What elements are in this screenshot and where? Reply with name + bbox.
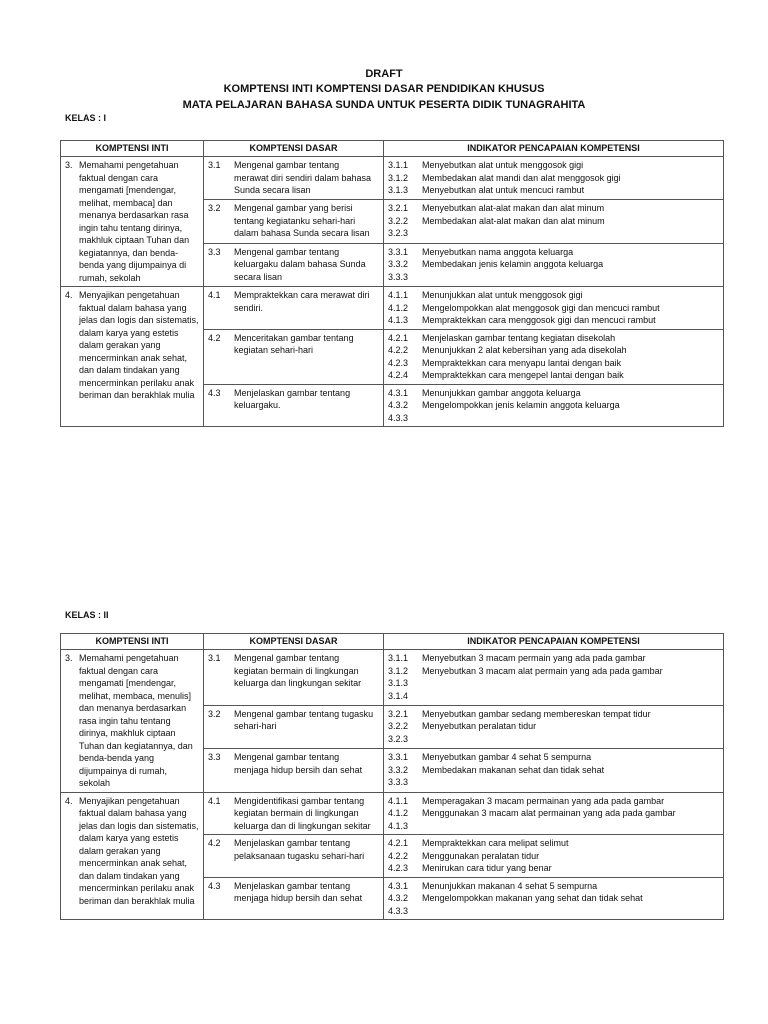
indikator-cell [384, 243, 724, 286]
kompetensi-dasar-cell [204, 835, 384, 878]
kd-text: Menjelaskan gambar tentang menjaga hidup bersih dan sehat [234, 880, 363, 903]
doc-title-draft: DRAFT [365, 68, 403, 80]
indicator-item [388, 344, 719, 357]
indicator-text: Menunjukkan 2 alat kebersihan yang ada disekolah [422, 345, 627, 355]
kd-number: 3.2 [208, 708, 221, 719]
indicator-text [422, 271, 719, 284]
indicator-item [388, 357, 719, 370]
indicator-text [422, 677, 719, 690]
kompetensi-dasar-cell [204, 287, 384, 330]
column-header: KOMPTENSI DASAR [204, 634, 384, 650]
kd-number: 4.1 [208, 795, 221, 806]
indicator-text: Menyebutkan peralatan tidur [422, 721, 537, 732]
indicator-number: 4.2.1 [388, 838, 409, 848]
ki-number: 3. [65, 653, 73, 663]
column-header: KOMPTENSI INTI [61, 634, 204, 650]
kompetensi-dasar-cell [204, 705, 384, 748]
indicator-text: Mempraktekkan cara menyapu lantai dengan baik [422, 357, 622, 368]
kelas-label-1: KELAS : I [65, 113, 107, 123]
indicator-text: Memperagakan 3 macam permainan yang ada pada gambar [422, 795, 665, 806]
indicator-text: Mengelompokkan makanan yang sehat dan tidak sehat [422, 893, 643, 903]
indikator-cell [384, 705, 724, 748]
indicator-text [422, 733, 719, 746]
table-row [61, 792, 724, 835]
indicator-number: 4.1.2 [388, 302, 409, 313]
indicator-item [388, 172, 719, 185]
indicator-text: Mengelompokkan alat menggosok gigi dan mencuci rambut [422, 302, 660, 313]
column-header: KOMPTENSI INTI [61, 141, 204, 157]
indicator-number: 4.3.2 [388, 893, 409, 903]
indicator-item [388, 215, 719, 228]
kompetensi-dasar-cell [204, 792, 384, 835]
indicator-number: 3.3.1 [388, 752, 409, 763]
indicator-item [388, 892, 719, 905]
competency-table-kelas-2 [60, 633, 724, 920]
kompetensi-dasar-cell [204, 243, 384, 286]
indicator-text: Mempraktekkan cara mengepel lantai dengan baik [422, 370, 624, 380]
kelas-label-2: KELAS : II [65, 610, 109, 620]
kd-number: 4.2 [208, 332, 221, 343]
indicator-number: 4.1.1 [388, 290, 409, 300]
indicator-text [422, 776, 719, 789]
indicator-number: 3.3.2 [388, 764, 409, 775]
indicator-number: 4.2.1 [388, 332, 409, 343]
indicator-item [388, 184, 719, 197]
indikator-cell [384, 877, 724, 920]
kompetensi-dasar-cell [204, 749, 384, 792]
indicator-number: 4.1.2 [388, 808, 409, 818]
kompetensi-dasar-cell [204, 384, 384, 427]
indicator-number: 4.2.4 [388, 370, 409, 380]
indicator-item [388, 665, 719, 678]
kd-text: Mengidentifikasi gambar tentang kegiatan bermain di lingkungan keluarga dan di lingkungan sekitar [234, 795, 371, 831]
indicator-item [388, 862, 719, 875]
indicator-number: 3.1.3 [388, 678, 409, 688]
kompetensi-dasar-cell [204, 650, 384, 706]
indicator-text: Mengelompokkan jenis kelamin anggota keluarga [422, 400, 620, 410]
indicator-number: 4.3.3 [388, 905, 409, 916]
doc-title-main: KOMPTENSI INTI KOMPTENSI DASAR PENDIDIKAN KHUSUS [223, 83, 545, 95]
indicator-item [388, 227, 719, 240]
kompetensi-inti-cell [61, 157, 204, 287]
indicator-number: 3.1.1 [388, 653, 409, 663]
ki-number: 3. [65, 160, 73, 170]
indicator-item [388, 652, 719, 665]
indicator-number: 4.2.2 [388, 345, 409, 355]
indicator-text: Menyebutkan 3 macam permain yang ada pada gambar [422, 653, 646, 663]
indicator-text: Menyebutkan gambar sedang membereskan tempat tidur [422, 708, 651, 719]
indicator-number: 4.1.1 [388, 795, 409, 806]
indicator-item [388, 271, 719, 284]
indicator-text [422, 820, 719, 833]
indicator-text: Mempraktekkan cara menggosok gigi dan mencuci rambut [422, 315, 656, 325]
indicator-text: Menyebutkan alat-alat makan dan alat minum [422, 203, 605, 214]
indicator-number: 3.1.1 [388, 160, 409, 170]
indicator-number: 3.2.1 [388, 203, 409, 214]
kd-number: 4.2 [208, 838, 221, 848]
indicator-text: Menunjukkan alat untuk menggosok gigi [422, 290, 583, 300]
indicator-item [388, 795, 719, 808]
indikator-cell [384, 835, 724, 878]
indikator-cell [384, 792, 724, 835]
indicator-text [422, 905, 719, 918]
kd-number: 4.3 [208, 387, 221, 398]
indicator-text: Membedakan alat mandi dan alat menggosok gigi [422, 172, 621, 183]
indicator-item [388, 302, 719, 315]
kd-number: 3.1 [208, 160, 221, 170]
indicator-text: Menjelaskan gambar tentang kegiatan disekolah [422, 332, 616, 343]
kd-number: 4.1 [208, 290, 221, 300]
kompetensi-dasar-cell [204, 329, 384, 384]
indicator-item [388, 332, 719, 345]
indikator-cell [384, 650, 724, 706]
indicator-text: Menyebutkan nama anggota keluarga [422, 246, 574, 257]
indicator-text: Menyebutkan alat untuk mencuci rambut [422, 185, 585, 195]
indicator-item [388, 880, 719, 893]
kd-text: Mengenal gambar tentang merawat diri sendiri dalam bahasa Sunda secara lisan [234, 160, 372, 195]
indicator-item [388, 412, 719, 425]
kd-text: Menceritakan gambar tentang kegiatan sehari-hari [234, 332, 354, 355]
kd-text: Mengenal gambar tentang keluargaku dalam bahasa Sunda secara lisan [234, 246, 366, 282]
kompetensi-dasar-cell [204, 200, 384, 243]
indicator-number: 4.1.3 [388, 315, 409, 325]
kompetensi-inti-cell [61, 287, 204, 427]
indicator-number: 4.3.3 [388, 412, 409, 423]
indicator-text: Menunjukkan gambar anggota keluarga [422, 387, 581, 398]
indicator-number: 3.3.3 [388, 777, 409, 788]
ki-number: 4. [65, 795, 73, 806]
indicator-text: Menyebutkan gambar 4 sehat 5 sempurna [422, 752, 592, 763]
indicator-number: 4.2.3 [388, 357, 409, 368]
indicator-item [388, 289, 719, 302]
kd-text: Mengenal gambar tentang menjaga hidup bersih dan sehat [234, 752, 363, 775]
indicator-number: 3.1.4 [388, 690, 409, 701]
kd-text: Menjelaskan gambar tentang pelaksanaan tugasku sehari-hari [234, 838, 365, 861]
ki-text: Memahami pengetahuan faktual dengan cara mengamati [mendengar, melihat, membaca] dan menanya berdasarkan rasa ingin tahu tentang dirinya, makhluk ciptaan Tuhan dan kegiatannya, dan benda-benda yang dijumpainya di rumah, sekolah [79, 160, 190, 283]
kd-number: 3.3 [208, 246, 221, 257]
indikator-cell [384, 384, 724, 427]
indicator-text: Mempraktekkan cara melipat selimut [422, 838, 569, 848]
ki-text: Menyajikan pengetahuan faktual dalam bahasa yang jelas dan logis dan sistematis, dalam karya yang estetis dalam gerakan yang mencerminkan anak sehat, dan dalam tindakan yang mencerminkan perilaku anak beriman dan berakhlak mulia [79, 290, 199, 400]
indikator-cell [384, 749, 724, 792]
indicator-number: 3.2.1 [388, 708, 409, 719]
indicator-item [388, 690, 719, 703]
indicator-item [388, 807, 719, 820]
indicator-text: Menggunakan 3 macam alat permainan yang ada pada gambar [422, 808, 676, 818]
indikator-cell [384, 287, 724, 330]
indicator-number: 4.2.3 [388, 863, 409, 873]
indicator-item [388, 399, 719, 412]
indicator-text: Menyebutkan alat untuk menggosok gigi [422, 160, 584, 170]
indicator-item [388, 764, 719, 777]
indicator-text: Menggunakan peralatan tidur [422, 850, 540, 861]
column-header: INDIKATOR PENCAPAIAN KOMPETENSI [384, 634, 724, 650]
kompetensi-inti-cell [61, 792, 204, 920]
indicator-number: 3.2.3 [388, 228, 409, 239]
indicator-number: 4.1.3 [388, 820, 409, 831]
indicator-text: Membedakan jenis kelamin anggota keluarga [422, 259, 604, 270]
indicator-number: 4.3.2 [388, 400, 409, 410]
kd-number: 3.2 [208, 203, 221, 214]
kompetensi-inti-cell [61, 650, 204, 793]
indicator-text: Menirukan cara tidur yang benar [422, 863, 552, 873]
indicator-item [388, 202, 719, 215]
indicator-number: 3.3.2 [388, 259, 409, 270]
indicator-item [388, 850, 719, 863]
indicator-text: Menunjukkan makanan 4 sehat 5 sempurna [422, 880, 598, 891]
indicator-item [388, 905, 719, 918]
indicator-item [388, 751, 719, 764]
indicator-number: 4.3.1 [388, 387, 409, 398]
indicator-number: 3.3.1 [388, 246, 409, 257]
kd-number: 4.3 [208, 880, 221, 891]
kd-text: Mengenal gambar tentang kegiatan bermain di lingkungan keluarga dan lingkungan sekitar [234, 653, 362, 688]
doc-title-subject: MATA PELAJARAN BAHASA SUNDA UNTUK PESERTA DIDIK TUNAGRAHITA [182, 99, 586, 111]
ki-text: Menyajikan pengetahuan faktual dalam bahasa yang jelas dan logis dan sistematis, dalam karya yang estetis dalam gerakan yang mencerminkan anak sehat, dan dalam tindakan yang mencerminkan perilaku anak beriman dan berakhlak mulia [79, 795, 199, 906]
indicator-number: 4.2.2 [388, 850, 409, 861]
kd-number: 3.1 [208, 653, 221, 663]
indicator-item [388, 387, 719, 400]
indicator-item [388, 159, 719, 172]
indicator-item [388, 720, 719, 733]
indicator-item [388, 677, 719, 690]
indicator-text [422, 227, 719, 240]
indicator-text [422, 690, 719, 703]
kompetensi-dasar-cell [204, 157, 384, 200]
indicator-item [388, 246, 719, 259]
table-row [61, 157, 724, 200]
indicator-item [388, 733, 719, 746]
indicator-item [388, 776, 719, 789]
kd-text: Menjelaskan gambar tentang keluargaku. [234, 387, 351, 410]
indicator-item [388, 258, 719, 271]
table-row [61, 287, 724, 330]
indicator-number: 4.3.1 [388, 880, 409, 891]
table-header-row [61, 634, 724, 650]
indikator-cell [384, 329, 724, 384]
kd-text: Mengenal gambar yang berisi tentang kegiatanku sehari-hari dalam bahasa Sunda secara lisan [234, 203, 370, 239]
indicator-item [388, 369, 719, 382]
indicator-number: 3.3.3 [388, 271, 409, 282]
kd-number: 3.3 [208, 752, 221, 763]
indikator-cell [384, 200, 724, 243]
kd-text: Mempraktekkan cara merawat diri sendiri. [234, 290, 370, 313]
indicator-item [388, 837, 719, 850]
indicator-item [388, 820, 719, 833]
indicator-text [422, 412, 719, 425]
indicator-number: 3.1.3 [388, 185, 409, 195]
table-row [61, 650, 724, 706]
indicator-number: 3.2.2 [388, 215, 409, 226]
kd-text: Mengenal gambar tentang tugasku sehari-hari [234, 708, 374, 732]
column-header: KOMPTENSI DASAR [204, 141, 384, 157]
column-header: INDIKATOR PENCAPAIAN KOMPETENSI [384, 141, 724, 157]
indicator-number: 3.1.2 [388, 665, 409, 676]
ki-text: Memahami pengetahuan faktual dengan cara mengamati [mendengar, melihat, membaca, menulis] dan menanya berdasarkan rasa ingin tahu tentang dirinya, makhluk ciptaan Tuhan dan kegiatannya, dan benda-benda yang dijumpainya di rumah, sekolah [79, 653, 193, 788]
indikator-cell [384, 157, 724, 200]
ki-number: 4. [65, 290, 73, 300]
indicator-number: 3.1.2 [388, 172, 409, 183]
indicator-number: 3.2.2 [388, 721, 409, 732]
kompetensi-dasar-cell [204, 877, 384, 920]
indicator-item [388, 314, 719, 327]
competency-table-kelas-1 [60, 140, 724, 427]
indicator-item [388, 708, 719, 721]
indicator-text: Menyebutkan 3 macam alat permain yang ada pada gambar [422, 665, 663, 676]
indicator-text: Membedakan alat-alat makan dan alat minum [422, 215, 605, 226]
indicator-text: Membedakan makanan sehat dan tidak sehat [422, 764, 605, 775]
table-header-row [61, 141, 724, 157]
indicator-number: 3.2.3 [388, 733, 409, 744]
